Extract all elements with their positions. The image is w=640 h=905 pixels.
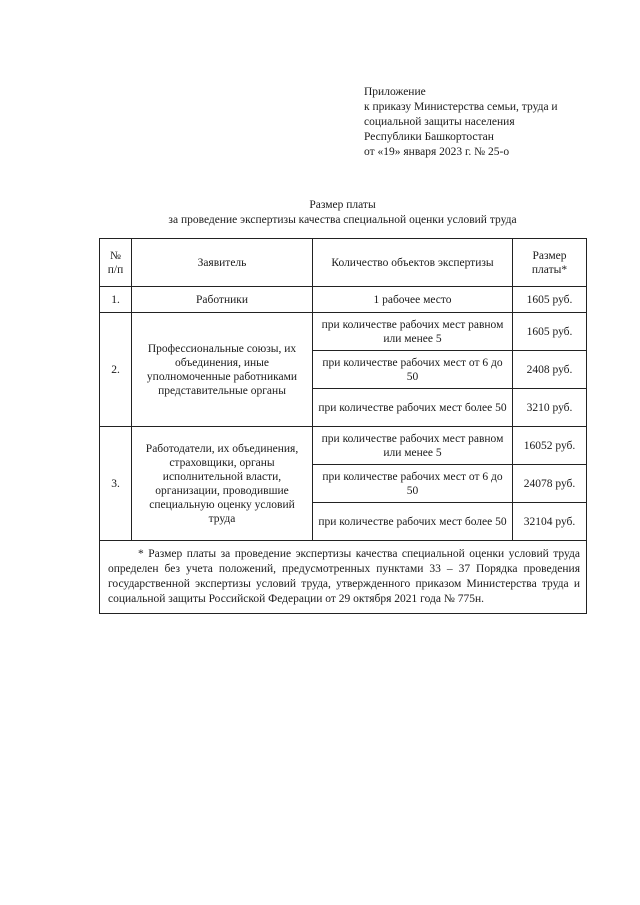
row-fee: 16052 руб. xyxy=(513,427,587,465)
header-fee: Размер платы* xyxy=(513,239,587,287)
row-quantity: при количестве рабочих мест более 50 xyxy=(313,503,513,541)
header-quantity: Количество объектов экспертизы xyxy=(313,239,513,287)
table-row xyxy=(100,313,587,351)
appendix-line: Республики Башкортостан xyxy=(364,131,494,143)
appendix-line: от «19» января 2023 г. № 25-о xyxy=(364,146,510,158)
row-num: 3. xyxy=(100,427,132,541)
row-quantity: 1 рабочее место xyxy=(313,287,513,313)
appendix-line: к приказу Министерства семьи, труда и xyxy=(364,101,558,113)
row-fee: 2408 руб. xyxy=(513,351,587,389)
title-line-2: за проведение экспертизы качества специальной оценки условий труда xyxy=(168,214,517,226)
row-num: 1. xyxy=(100,287,132,313)
table-row xyxy=(100,427,587,465)
document-title xyxy=(100,198,585,228)
table-row xyxy=(100,287,587,313)
row-quantity: при количестве рабочих мест от 6 до 50 xyxy=(313,465,513,503)
row-fee: 1605 руб. xyxy=(513,313,587,351)
row-quantity: при количестве рабочих мест более 50 xyxy=(313,389,513,427)
footnote-cell xyxy=(100,541,587,614)
appendix-block xyxy=(364,85,624,160)
footnote-text: * Размер платы за проведение экспертизы качества специальной оценки условий труда определен без учета положений, предусмотренных пунктами 33 – 37 Порядка проведения государственной экспертизы условий труда, утвержденного приказом Министерства труда и социальной защиты Российской Федерации от 29 октября 2021 года № 775н. xyxy=(108,548,580,605)
header-num: № п/п xyxy=(100,239,132,287)
row-fee: 32104 руб. xyxy=(513,503,587,541)
row-num: 2. xyxy=(100,313,132,427)
row-quantity: при количестве рабочих мест равном или менее 5 xyxy=(313,313,513,351)
row-quantity: при количестве рабочих мест от 6 до 50 xyxy=(313,351,513,389)
row-applicant: Работники xyxy=(132,287,313,313)
footnote-row xyxy=(100,541,587,614)
appendix-line: Приложение xyxy=(364,86,426,98)
header-applicant: Заявитель xyxy=(132,239,313,287)
row-fee: 3210 руб. xyxy=(513,389,587,427)
appendix-line: социальной защиты населения xyxy=(364,116,515,128)
title-line-1: Размер платы xyxy=(309,199,376,211)
row-fee: 1605 руб. xyxy=(513,287,587,313)
table-header-row xyxy=(100,239,587,287)
row-quantity: при количестве рабочих мест равном или менее 5 xyxy=(313,427,513,465)
fee-table xyxy=(99,238,587,614)
row-applicant: Работодатели, их объединения, страховщики, органы исполнительной власти, организации, проводившие специальную оценку условий труда xyxy=(132,427,313,541)
row-applicant: Профессиональные союзы, их объединения, иные уполномоченные работниками представительные органы xyxy=(132,313,313,427)
row-fee: 24078 руб. xyxy=(513,465,587,503)
